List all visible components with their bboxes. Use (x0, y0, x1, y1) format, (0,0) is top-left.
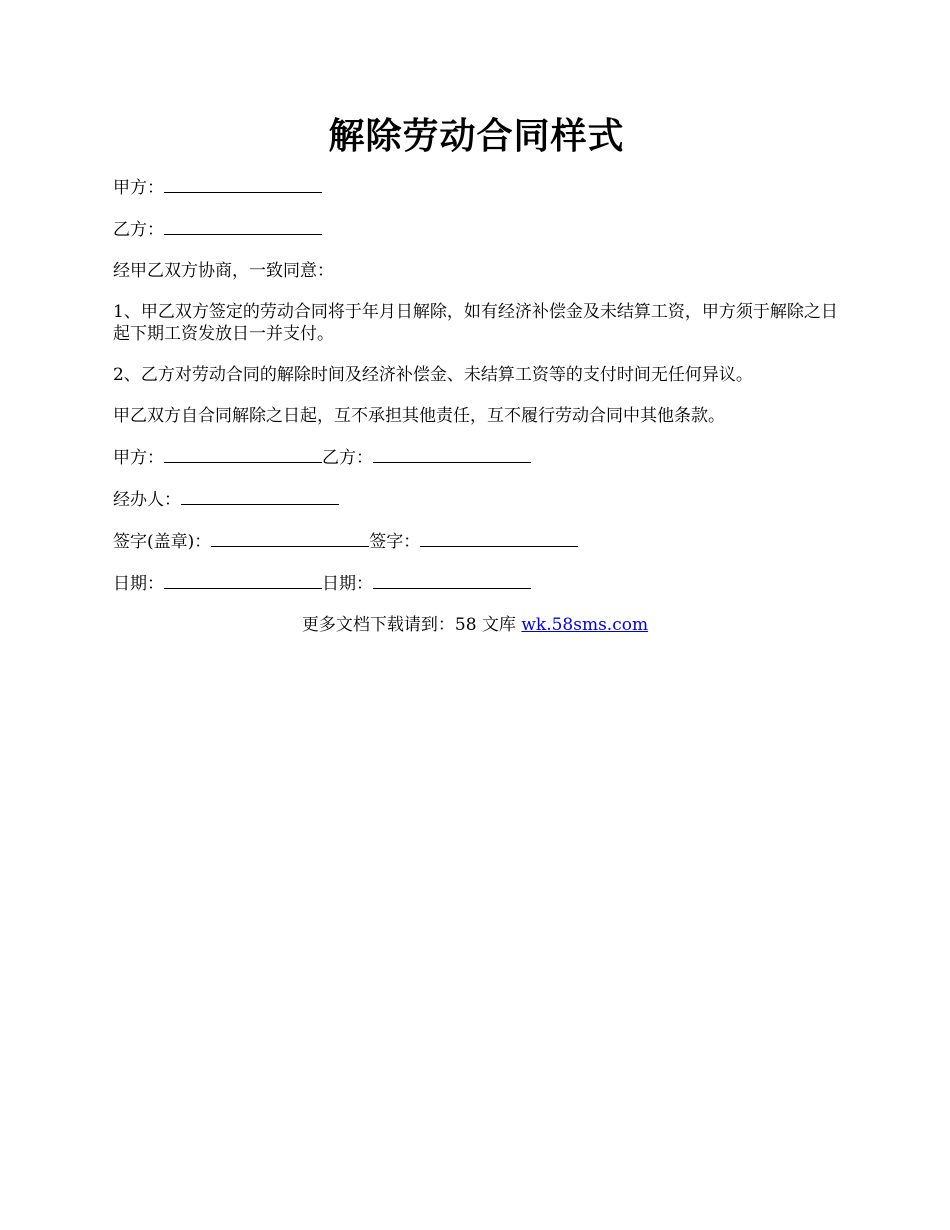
party-b-blank (164, 218, 322, 235)
sign-seal-label: 签字(盖章)： (113, 532, 212, 552)
date-label-1: 日期： (113, 574, 164, 594)
sign-blank (420, 530, 578, 547)
footer-text: 更多文档下载请到：58 文库 (301, 615, 522, 635)
sign-party-b-label: 乙方： (322, 448, 373, 468)
sign-party-a-label: 甲方： (113, 448, 164, 468)
party-a-label: 甲方： (113, 178, 164, 198)
date-blank-1 (164, 572, 322, 589)
signature-parties-line (113, 446, 840, 469)
sign-party-b-blank (373, 446, 531, 463)
clause-1: 1、甲乙双方签定的劳动合同将于年月日解除，如有经济补偿金及未结算工资，甲方须于解除之日起下期工资发放日一并支付。 (113, 302, 838, 344)
footer-link[interactable]: wk.58sms.com (521, 615, 649, 635)
clause-3: 甲乙双方自合同解除之日起，互不承担其他责任，互不履行劳动合同中其他条款。 (113, 406, 725, 426)
document-title: 解除劳动合同样式 (328, 115, 625, 157)
party-b-line (113, 218, 840, 241)
date-blank-2 (373, 572, 531, 589)
sign-seal-blank (211, 530, 369, 547)
date-line (113, 572, 840, 595)
handler-blank (181, 488, 339, 505)
signature-line (113, 530, 840, 553)
sign-party-a-blank (164, 446, 322, 463)
sign-label: 签字： (369, 532, 421, 552)
intro-text: 经甲乙双方协商，一致同意： (113, 261, 334, 281)
date-label-2: 日期： (322, 574, 373, 594)
clause-2: 2、乙方对劳动合同的解除时间及经济补偿金、未结算工资等的支付时间无任何异议。 (113, 365, 753, 385)
party-a-line (113, 176, 840, 199)
footer (113, 614, 840, 636)
party-a-blank (164, 176, 322, 193)
handler-line (113, 488, 840, 511)
party-b-label: 乙方： (113, 220, 164, 240)
handler-label: 经办人： (113, 490, 181, 510)
